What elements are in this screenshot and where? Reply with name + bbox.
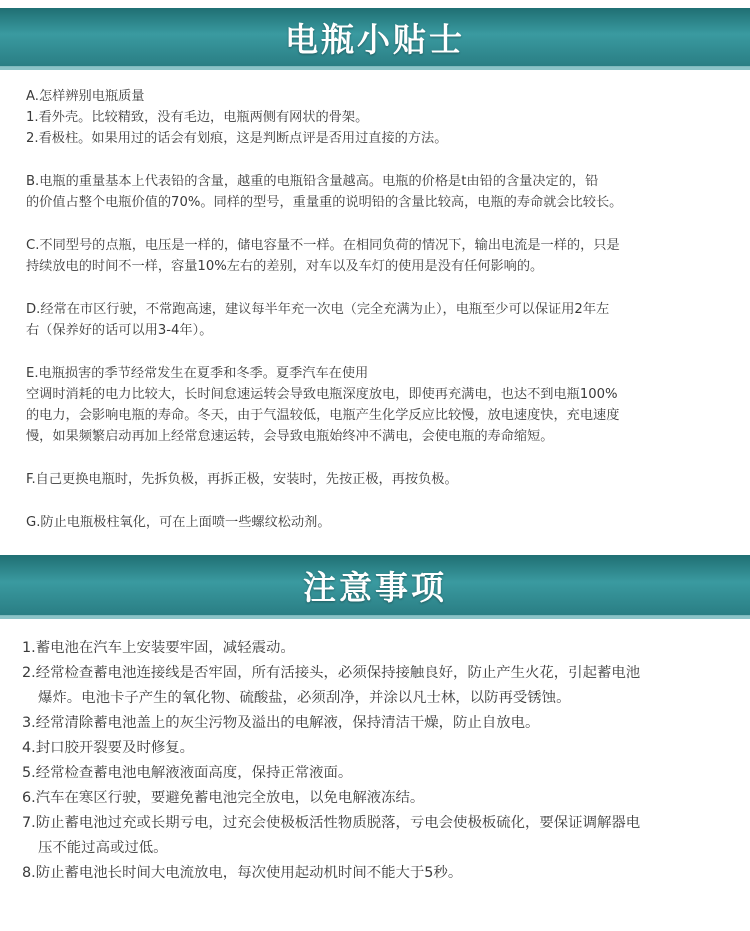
notes-section	[22, 636, 734, 886]
tips-e-line-1: E.电瓶损害的季节经常发生在夏季和冬季。夏季汽车在使用	[26, 366, 369, 381]
notes-item-7-cont: 压不能过高或过低。	[38, 840, 168, 856]
notes-item-5: 5.经常检查蓄电池电解液液面高度，保持正常液面。	[22, 765, 353, 781]
notes-item-2-cont: 爆炸。电池卡子产生的氧化物、硫酸盐，必须刮净，并涂以凡士林，以防再受锈蚀。	[38, 690, 571, 706]
tips-f: F.自己更换电瓶时，先拆负极，再拆正极，安装时，先按正极，再按负极。	[26, 472, 458, 487]
tips-d-line-2: 右（保养好的话可以用3-4年）。	[26, 323, 213, 338]
notes-banner	[0, 555, 750, 615]
tips-c-line-1: C.不同型号的点瓶，电压是一样的，储电容量不一样。在相同负荷的情况下，输出电流是一样的，只是	[26, 238, 620, 253]
notes-title: 注意事项	[303, 567, 447, 607]
tips-a-heading: A.怎样辨别电瓶质量	[26, 89, 145, 104]
notes-item-3: 3.经常清除蓄电池盖上的灰尘污物及溢出的电解液，保持清洁干燥，防止自放电。	[22, 715, 540, 731]
tips-a-item-2: 2.看极柱。如果用过的话会有划痕，这是判断点评是否用过直接的方法。	[26, 131, 448, 146]
tips-b-line-1: B.电瓶的重量基本上代表铅的含量，越重的电瓶铅含量越高。电瓶的价格是t由铅的含量决定的，铅	[26, 174, 599, 189]
tips-d-line-1: D.经常在市区行驶，不常跑高速，建议每半年充一次电（完全充满为止），电瓶至少可以保证用2年左	[26, 302, 610, 317]
tips-b-line-2: 的价值占整个电瓶价值的70%。同样的型号，重量重的说明铅的含量比较高，电瓶的寿命就会比较长。	[26, 195, 623, 210]
tips-section	[26, 86, 730, 533]
notes-item-7: 7.防止蓄电池过充或长期亏电，过充会使极板活性物质脱落，亏电会使极板硫化，要保证调解器电	[22, 815, 641, 831]
notes-item-6: 6.汽车在寒区行驶，要避免蓄电池完全放电，以免电解液冻结。	[22, 790, 425, 806]
notes-item-1: 1.蓄电池在汽车上安装要牢固，减轻震动。	[22, 640, 295, 656]
tips-g: G.防止电瓶极柱氧化，可在上面喷一些螺纹松动剂。	[26, 515, 331, 530]
notes-item-4: 4.封口胶开裂要及时修复。	[22, 740, 195, 756]
tips-title: 电瓶小贴士	[285, 19, 465, 59]
notes-item-2: 2.经常检查蓄电池连接线是否牢固，所有活接头，必须保持接触良好，防止产生火花，引起蓄电池	[22, 665, 641, 681]
tips-e-line-3: 的电力，会影响电瓶的寿命。冬天，由于气温较低，电瓶产生化学反应比较慢，放电速度快，充电速度	[26, 408, 620, 423]
tips-e-line-4: 慢，如果频繁启动再加上经常怠速运转，会导致电瓶始终冲不满电，会使电瓶的寿命缩短。	[26, 429, 554, 444]
tips-e-line-2: 空调时消耗的电力比较大，长时间怠速运转会导致电瓶深度放电，即使再充满电，也达不到电瓶100%	[26, 387, 618, 402]
tips-c-line-2: 持续放电的时间不一样，容量10%左右的差别，对车以及车灯的使用是没有任何影响的。	[26, 259, 544, 274]
tips-banner	[0, 8, 750, 66]
notes-item-8: 8.防止蓄电池长时间大电流放电，每次使用起动机时间不能大于5秒。	[22, 865, 463, 881]
tips-a-item-1: 1.看外壳。比较精致，没有毛边，电瓶两侧有网状的骨架。	[26, 110, 369, 125]
